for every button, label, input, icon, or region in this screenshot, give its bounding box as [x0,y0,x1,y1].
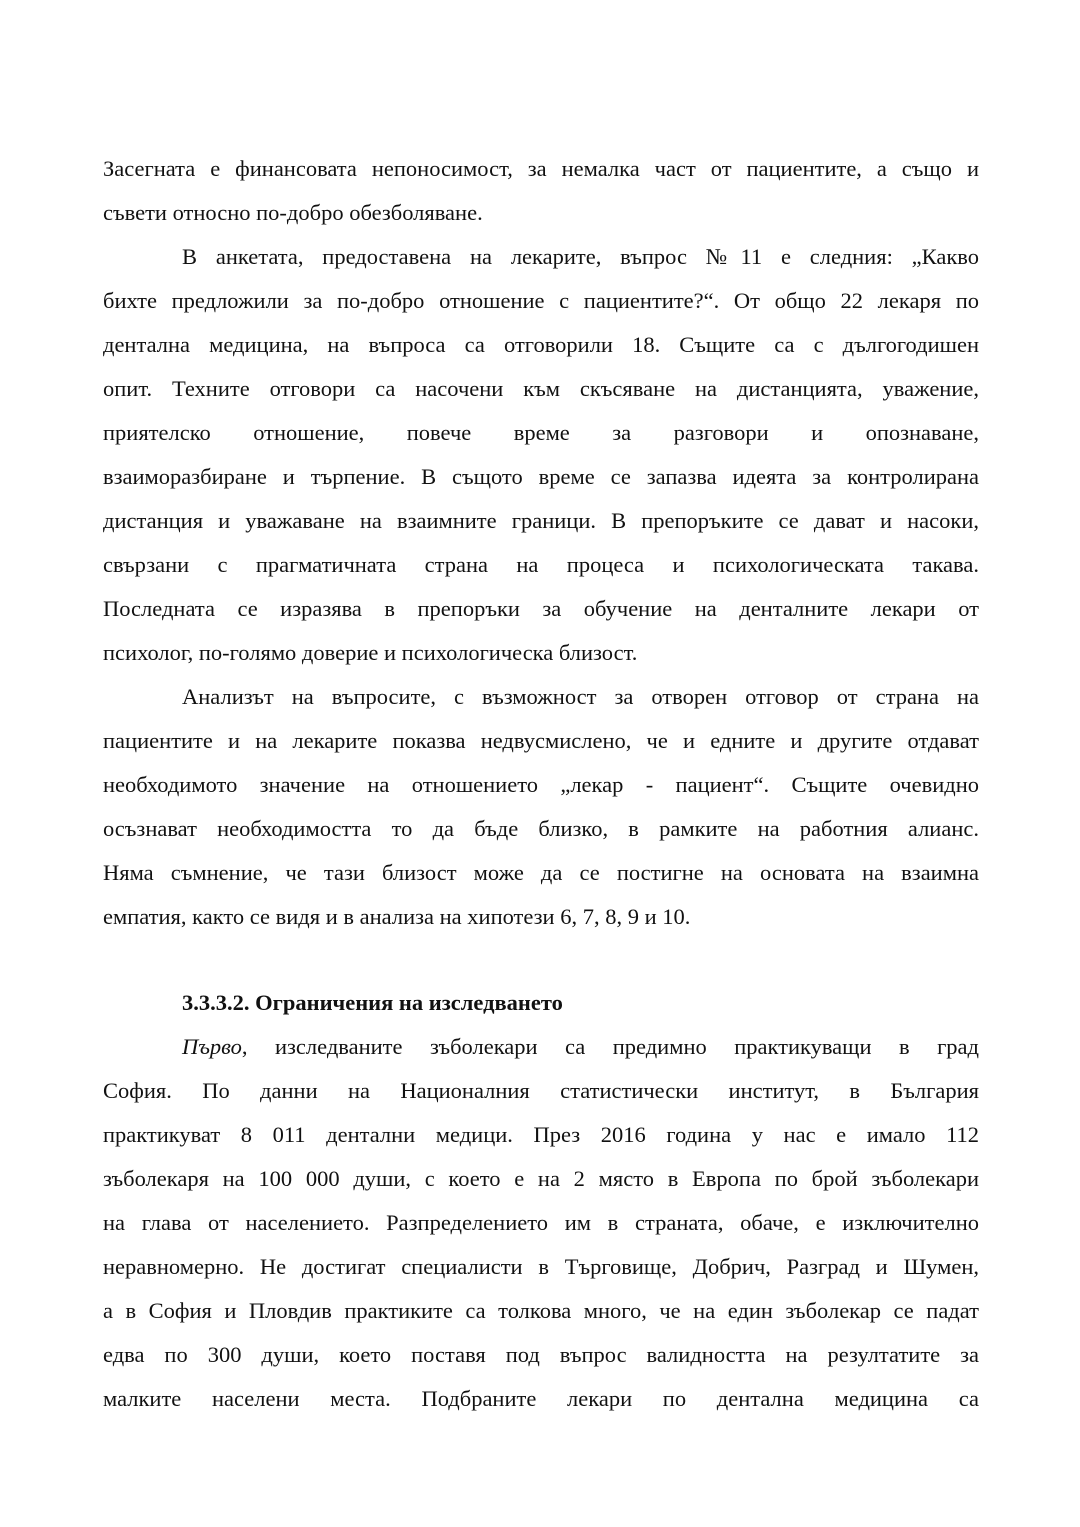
text-line: психолог, по-голямо доверие и психологическа близост. [103,640,638,665]
text-line: а в София и Пловдив практиките са толкова много, че на един зъболекар се падат [103,1298,979,1323]
text-line: Последната се изразява в препоръки за обучение на денталните лекари от [103,596,979,621]
text-line: осъзнават необходимостта то да бъде близко, в рамките на работния алианс. [103,816,979,841]
text-line: Анализът на въпросите, с възможност за отворен отговор от страна на [182,684,979,709]
text-line: пациентите и на лекарите показва недвусмислено, че и едните и другите отдават [103,728,979,753]
text-line: дистанция и уважаване на взаимните граници. В препоръките се дават и насоки, [103,508,979,533]
text-line: взаиморазбиране и търпение. В същото време се запазва идеята за контролирана [103,464,979,489]
section-heading: 3.3.3.2. Ограничения на изследването [182,990,563,1015]
text-line: В анкетата, предоставена на лекарите, въпрос №11 е следния: „Какво [182,244,979,269]
text-line: на глава от населението. Разпределението им в страната, обаче, е изключително [103,1210,979,1235]
first-line-rest: , изследваните зъболекари са предимно практикуващи в град [241,1034,979,1059]
text-line: Няма съмнение, че тази близост може да се постигне на основата на взаимна [103,860,979,885]
italic-first-word: Първо [182,1034,242,1059]
text-line: практикуват 8 011 дентални медици. През 2016 година у нас е имало 112 [103,1122,979,1147]
text-line-first [182,1032,979,1062]
text-line: съвети относно по-добро обезболяване. [103,200,483,225]
text-line: малките населени места. Подбраните лекари по дентална медицина са [103,1386,979,1411]
text-line: София. По данни на Националния статистически институт, в България [103,1078,979,1103]
text-line: опит. Техните отговори са насочени към скъсяване на дистанцията, уважение, [103,376,979,401]
text-line: емпатия, както се видя и в анализа на хипотези 6, 7, 8, 9 и 10. [103,904,691,929]
text-line: неравномерно. Не достигат специалисти в Търговище, Добрич, Разград и Шумен, [103,1254,979,1279]
text-line: свързани с прагматичната страна на процеса и психологическата такава. [103,552,979,577]
text-line: едва по 300 души, което поставя под въпрос валидността на резултатите за [103,1342,979,1367]
text-line: необходимото значение на отношението „лекар - пациент“. Същите очевидно [103,772,979,797]
text-line: приятелско отношение, повече време за разговори и опознаване, [103,420,979,445]
text-line: дентална медицина, на въпроса са отговорили 18. Същите са с дългогодишен [103,332,979,357]
text-line: Засегната е финансовата непоносимост, за немалка част от пациентите, а също и [103,156,979,181]
text-line: бихте предложили за по-добро отношение с пациентите?“. От общо 22 лекаря по [103,288,979,313]
text-line: зъболекаря на 100 000 души, с което е на 2 място в Европа по брой зъболекари [103,1166,979,1191]
